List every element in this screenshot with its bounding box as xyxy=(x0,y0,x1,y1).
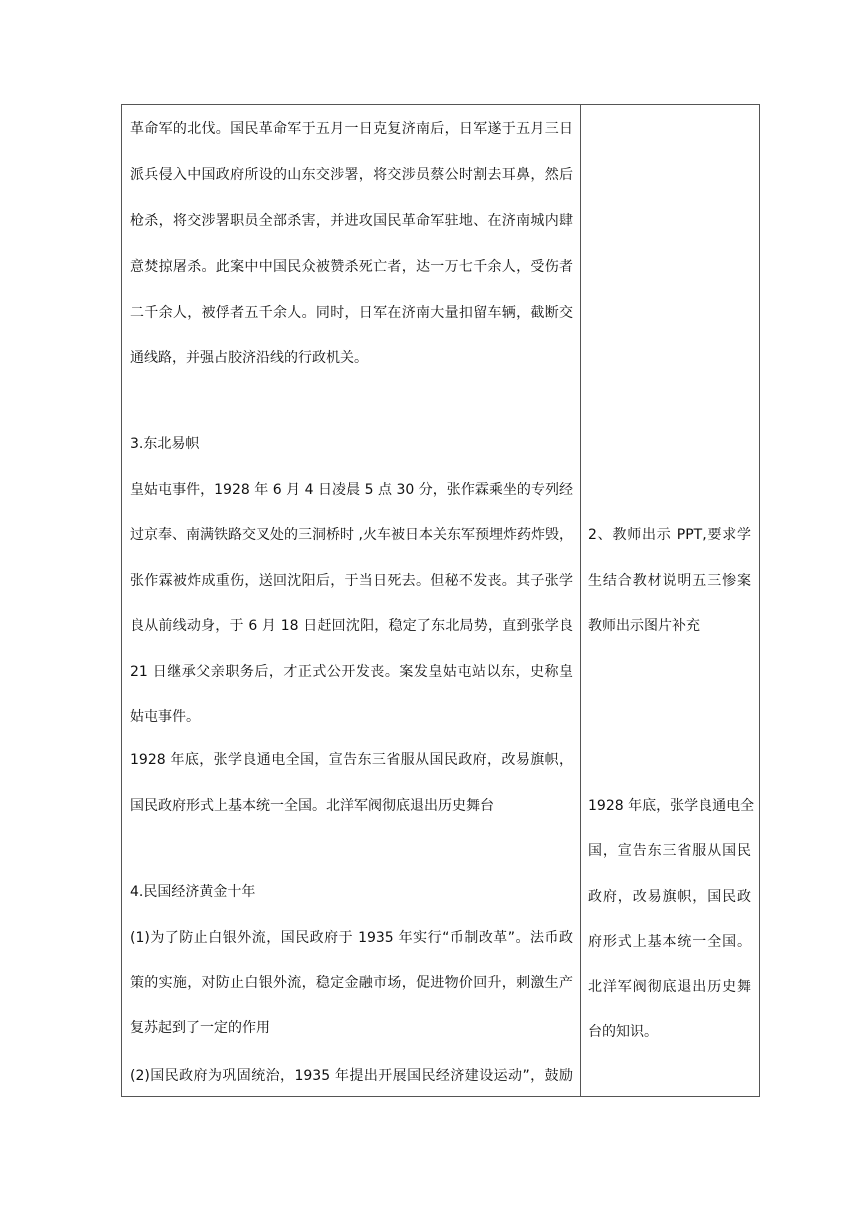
activity-line: 生结合教材说明五三惨案 xyxy=(588,573,751,589)
content-line: 21 日继承父亲职务后，才正式公开发丧。案发皇姑屯站以东，史称皇 xyxy=(130,664,573,680)
content-line: 过京奉、南满铁路交叉处的三洞桥时 ,火车被日本关东军预埋炸药炸毁， xyxy=(130,527,573,543)
content-line: 革命军的北伐。国民革命军于五月一日克复济南后，日军遂于五月三日 xyxy=(130,121,573,137)
content-line: (1)为了防止白银外流，国民政府于 1935 年实行“币制改革”。法币政 xyxy=(130,930,573,946)
column-divider xyxy=(580,105,581,1096)
section-heading: 3.东北易帜 xyxy=(130,436,200,452)
activity-line: 台的知识。 xyxy=(588,1024,658,1040)
content-line: 国民政府形式上基本统一全国。北洋军阀彻底退出历史舞台 xyxy=(130,798,494,814)
lesson-plan-table xyxy=(121,104,760,1097)
activity-line: 府形式上基本统一全国。 xyxy=(588,934,751,950)
activity-line: 教师出示图片补充 xyxy=(588,618,700,634)
content-line: 意焚掠屠杀。此案中中国民众被赞杀死亡者，达一万七千余人，受伤者 xyxy=(130,259,573,275)
content-line: 通线路，并强占胶济沿线的行政机关。 xyxy=(130,350,368,366)
content-line: 派兵侵入中国政府所设的山东交涉署，将交涉员蔡公时割去耳鼻，然后 xyxy=(130,167,573,183)
content-line: 1928 年底，张学良通电全国，宣告东三省服从国民政府，改易旗帜， xyxy=(130,752,573,768)
content-line: 策的实施，对防止白银外流，稳定金融市场，促进物价回升，刺激生产 xyxy=(130,975,573,991)
content-line: 皇姑屯事件，1928 年 6 月 4 日凌晨 5 点 30 分，张作霖乘坐的专列经 xyxy=(130,482,573,498)
content-line: (2)国民政府为巩固统治，1935 年提出开展国民经济建设运动”，鼓励 xyxy=(130,1068,573,1084)
content-line: 良从前线动身，于 6 月 18 日赶回沈阳，稳定了东北局势，直到张学良 xyxy=(130,618,573,634)
content-line: 二千余人，被俘者五千余人。同时，日军在济南大量扣留车辆，截断交 xyxy=(130,305,573,321)
activity-line: 国，宣告东三省服从国民 xyxy=(588,843,751,859)
content-line: 张作霖被炸成重伤，送回沈阳后，于当日死去。但秘不发丧。其子张学 xyxy=(130,573,573,589)
section-heading: 4.民国经济黄金十年 xyxy=(130,884,256,900)
activity-line: 2、教师出示 PPT,要求学 xyxy=(588,527,751,543)
content-line: 枪杀，将交涉署职员全部杀害，并进攻国民革命军驻地、在济南城内肆 xyxy=(130,213,573,229)
activity-line: 政府，改易旗帜，国民政 xyxy=(588,889,751,905)
activity-line: 北洋军阀彻底退出历史舞 xyxy=(588,979,751,995)
content-line: 姑屯事件。 xyxy=(130,709,200,725)
content-line: 复苏起到了一定的作用 xyxy=(130,1020,270,1036)
activity-line: 1928 年底，张学良通电全 xyxy=(588,798,755,814)
